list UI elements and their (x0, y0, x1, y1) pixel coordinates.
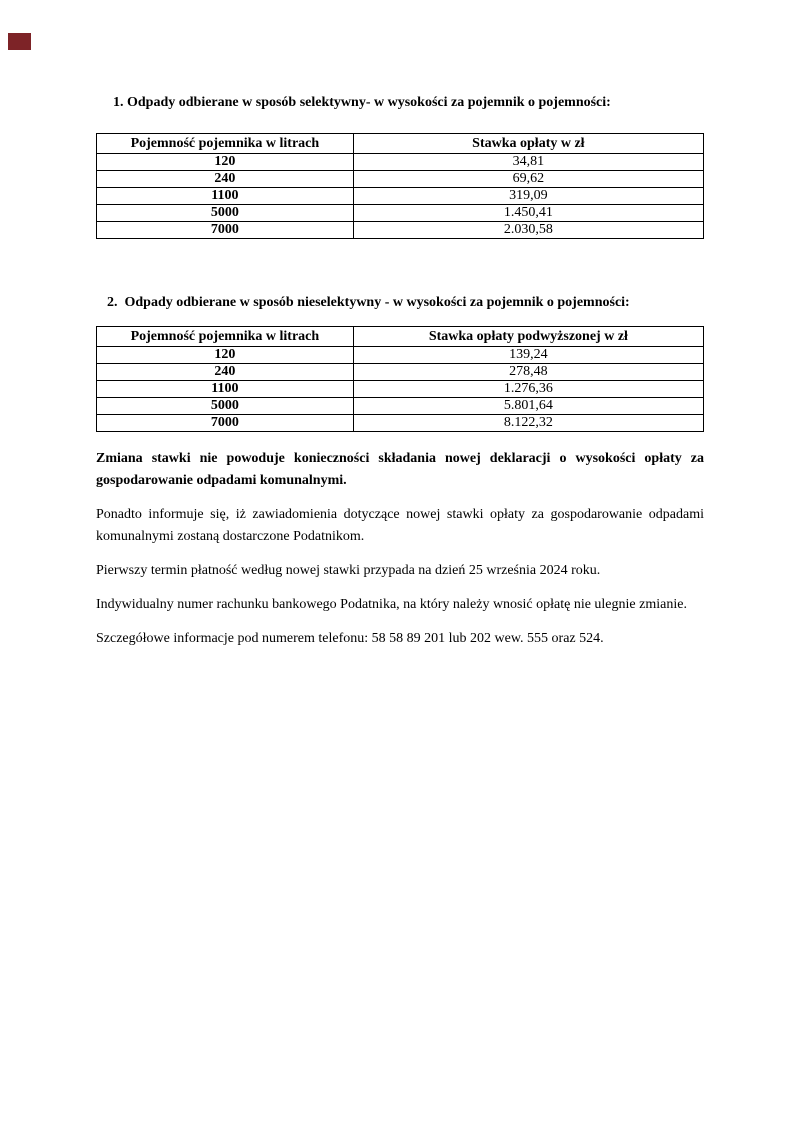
table-header-row (97, 327, 704, 347)
capacity-cell: 240 (97, 171, 354, 188)
rate-cell: 278,48 (353, 364, 703, 381)
rate-cell: 1.450,41 (353, 205, 703, 222)
capacity-cell: 1100 (97, 188, 354, 205)
table-row (97, 381, 704, 398)
delivery-info-paragraph: Ponadto informuje się, iż zawiadomienia dotyczące nowej stawki opłaty za gospodarowanie odpadami komunalnymi zostaną dostarczone Podatnikom. (96, 507, 704, 544)
bold-notice-paragraph: Zmiana stawki nie powoduje konieczności składania nowej deklaracji o wysokości opłaty za gospodarowanie odpadami komunalnymi. (96, 451, 704, 488)
rate-cell: 5.801,64 (353, 398, 703, 415)
table-row (97, 398, 704, 415)
payment-deadline-paragraph: Pierwszy termin płatność według nowej stawki przypada na dzień 25 września 2024 roku. (96, 563, 601, 578)
capacity-cell: 7000 (97, 222, 354, 239)
table-row (97, 171, 704, 188)
section2-heading: 2. Odpady odbierane w sposób nieselektywny - w wysokości za pojemnik o pojemności: (107, 295, 630, 310)
rate-cell: 139,24 (353, 347, 703, 364)
column-header-capacity: Pojemność pojemnika w litrach (97, 327, 354, 347)
table-row (97, 347, 704, 364)
rate-cell: 8.122,32 (353, 415, 703, 432)
bank-account-paragraph: Indywidualny numer rachunku bankowego Podatnika, na który należy wnosić opłatę nie ulegnie zmianie. (96, 597, 687, 612)
column-header-increased-rate: Stawka opłaty podwyższonej w zł (353, 327, 703, 347)
capacity-cell: 7000 (97, 415, 354, 432)
table-row (97, 205, 704, 222)
table-row (97, 154, 704, 171)
rate-cell: 34,81 (353, 154, 703, 171)
table-row (97, 188, 704, 205)
capacity-cell: 120 (97, 154, 354, 171)
contact-info-paragraph: Szczegółowe informacje pod numerem telefonu: 58 58 89 201 lub 202 wew. 555 oraz 524. (96, 631, 604, 646)
capacity-cell: 240 (97, 364, 354, 381)
table-row (97, 364, 704, 381)
capacity-cell: 120 (97, 347, 354, 364)
rate-cell: 319,09 (353, 188, 703, 205)
selective-waste-fee-table (96, 133, 704, 239)
red-corner-mark (8, 33, 31, 50)
table-header-row (97, 134, 704, 154)
section1-heading: 1. Odpady odbierane w sposób selektywny- w wysokości za pojemnik o pojemności: (113, 95, 611, 110)
capacity-cell: 5000 (97, 398, 354, 415)
document-content (96, 94, 704, 650)
column-header-rate: Stawka opłaty w zł (353, 134, 703, 154)
rate-cell: 2.030,58 (353, 222, 703, 239)
capacity-cell: 1100 (97, 381, 354, 398)
column-header-capacity: Pojemność pojemnika w litrach (97, 134, 354, 154)
rate-cell: 69,62 (353, 171, 703, 188)
rate-cell: 1.276,36 (353, 381, 703, 398)
table-row (97, 222, 704, 239)
capacity-cell: 5000 (97, 205, 354, 222)
non-selective-waste-fee-table (96, 326, 704, 432)
table-row (97, 415, 704, 432)
